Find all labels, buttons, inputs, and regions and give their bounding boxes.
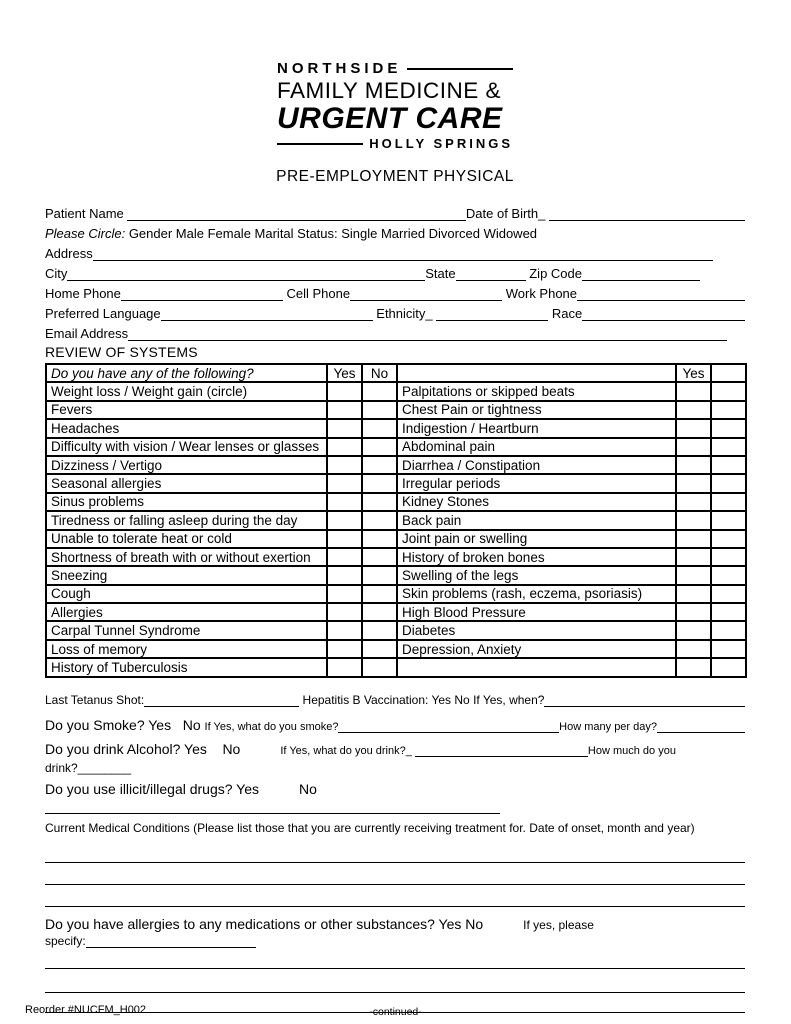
yes-checkbox-cell[interactable]: [676, 530, 711, 548]
table-header-row: [46, 364, 746, 382]
symptom-row: [46, 585, 746, 603]
symptom-row: [46, 419, 746, 437]
yes-checkbox-cell[interactable]: [327, 419, 362, 437]
yes-checkbox-cell[interactable]: [676, 640, 711, 658]
symptom-label-left: Unable to tolerate heat or cold: [46, 530, 327, 548]
tetanus-label: Last Tetanus Shot:: [45, 692, 145, 707]
allergy-if-yes-label: If yes, please: [523, 917, 594, 932]
symptom-row: [46, 401, 746, 419]
yes-checkbox-cell[interactable]: [676, 548, 711, 566]
symptom-label-left: Weight loss / Weight gain (circle): [46, 382, 327, 400]
no-checkbox-cell[interactable]: [362, 621, 397, 639]
conditions-line-3[interactable]: [45, 885, 745, 907]
no-checkbox-cell[interactable]: [711, 419, 746, 437]
symptom-row: [46, 474, 746, 492]
ethnicity-label: Ethnicity_: [372, 306, 437, 321]
symptom-label-left: Fevers: [46, 401, 327, 419]
clinic-logo: [277, 60, 513, 151]
logo-rule-right: [407, 68, 513, 70]
preferred-language-blank[interactable]: [161, 306, 373, 321]
yes-checkbox-cell[interactable]: [327, 640, 362, 658]
no-checkbox-cell[interactable]: [711, 530, 746, 548]
symptom-label-left: Shortness of breath with or without exertion: [46, 548, 327, 566]
email-blank[interactable]: [128, 326, 727, 341]
yes-checkbox-cell[interactable]: [676, 511, 711, 529]
cell-phone-blank[interactable]: [350, 286, 502, 301]
address-blank[interactable]: [93, 246, 713, 261]
home-phone-blank[interactable]: [121, 286, 283, 301]
allergy-line-2[interactable]: [45, 969, 745, 993]
yes-checkbox-cell[interactable]: [327, 585, 362, 603]
language-ethnicity-race-row: [45, 301, 745, 321]
no-checkbox-cell[interactable]: [711, 474, 746, 492]
allergy-row: [45, 915, 745, 932]
allergy-specify-row: [45, 932, 745, 948]
home-phone-label: Home Phone: [45, 286, 121, 301]
no-checkbox-cell[interactable]: [362, 566, 397, 584]
patient-name-label: Patient Name: [45, 206, 128, 221]
symptom-row: [46, 640, 746, 658]
no-checkbox-cell[interactable]: [711, 401, 746, 419]
logo-rule-left: [277, 143, 363, 145]
symptom-label-right: Indigestion / Heartburn: [397, 419, 676, 437]
symptom-label-right: [397, 658, 676, 676]
symptom-label-left: Sneezing: [46, 566, 327, 584]
preferred-language-label: Preferred Language: [45, 306, 161, 321]
symptom-row: [46, 530, 746, 548]
email-row: [45, 321, 745, 341]
yes-checkbox-cell[interactable]: [327, 493, 362, 511]
symptom-row: [46, 603, 746, 621]
symptom-row: [46, 511, 746, 529]
hepatitis-label: Hepatitis B Vaccination: Yes No If Yes, when?: [299, 692, 545, 707]
header-blank: [397, 364, 676, 382]
race-blank[interactable]: [582, 306, 745, 321]
logo-holly-springs-text: HOLLY SPRINGS: [369, 136, 513, 151]
symptom-label-left: Headaches: [46, 419, 327, 437]
symptom-label-right: Abdominal pain: [397, 438, 676, 456]
alcohol-cont-row: [45, 759, 745, 775]
symptom-row: [46, 493, 746, 511]
header-blank-right: [711, 364, 746, 382]
yes-checkbox-cell[interactable]: [327, 621, 362, 639]
city-state-zip-row: [45, 261, 745, 281]
yes-checkbox-cell[interactable]: [676, 456, 711, 474]
no-checkbox-cell[interactable]: [362, 382, 397, 400]
reorder-code: Reorder #NUCFM_H002: [25, 1004, 147, 1016]
symptom-label-left: Difficulty with vision / Wear lenses or glasses: [46, 438, 327, 456]
yes-checkbox-cell[interactable]: [327, 566, 362, 584]
yes-checkbox-cell[interactable]: [676, 419, 711, 437]
yes-checkbox-cell[interactable]: [327, 548, 362, 566]
no-checkbox-cell[interactable]: [711, 566, 746, 584]
tetanus-blank[interactable]: [144, 692, 299, 707]
symptom-label-left: Allergies: [46, 603, 327, 621]
city-blank[interactable]: [67, 266, 425, 281]
yes-checkbox-cell[interactable]: [327, 382, 362, 400]
smoke-row: [45, 715, 745, 733]
dob-label: Date of Birth_: [465, 206, 549, 221]
no-checkbox-cell[interactable]: [711, 658, 746, 676]
symptom-label-right: Back pain: [397, 511, 676, 529]
alcohol-row: [45, 739, 745, 757]
smoke-question: Do you Smoke? Yes No: [45, 716, 205, 733]
symptom-label-right: Swelling of the legs: [397, 566, 676, 584]
symptom-label-right: Depression, Anxiety: [397, 640, 676, 658]
city-label: City: [45, 266, 68, 281]
header-yes-right: Yes: [676, 364, 711, 382]
no-checkbox-cell[interactable]: [362, 493, 397, 511]
yes-checkbox-cell[interactable]: [676, 493, 711, 511]
no-checkbox-cell[interactable]: [711, 585, 746, 603]
tetanus-row: [45, 689, 745, 707]
no-checkbox-cell[interactable]: [362, 474, 397, 492]
demographics-section: [45, 201, 745, 341]
symptom-label-right: History of broken bones: [397, 548, 676, 566]
symptom-row: [46, 438, 746, 456]
symptom-label-right: Diarrhea / Constipation: [397, 456, 676, 474]
work-phone-label: Work Phone: [502, 286, 578, 301]
patient-name-row: [45, 201, 745, 221]
no-checkbox-cell[interactable]: [711, 640, 746, 658]
symptom-row: [46, 566, 746, 584]
yes-checkbox-cell[interactable]: [327, 438, 362, 456]
yes-checkbox-cell[interactable]: [327, 456, 362, 474]
symptom-label-left: Dizziness / Vertigo: [46, 456, 327, 474]
ethnicity-blank[interactable]: [436, 306, 548, 321]
header-yes-left: Yes: [327, 364, 362, 382]
no-checkbox-cell[interactable]: [711, 382, 746, 400]
yes-checkbox-cell[interactable]: [327, 474, 362, 492]
logo-family-medicine-text: FAMILY MEDICINE &: [277, 78, 501, 103]
no-checkbox-cell[interactable]: [362, 456, 397, 474]
drugs-no-option[interactable]: No: [299, 780, 317, 797]
no-checkbox-cell[interactable]: [711, 438, 746, 456]
symptom-row: [46, 548, 746, 566]
allergy-line-1[interactable]: [45, 947, 745, 969]
symptom-label-right: Skin problems (rash, eczema, psoriasis): [397, 585, 676, 603]
zip-label: Zip Code: [525, 266, 582, 281]
no-checkbox-cell[interactable]: [711, 493, 746, 511]
no-checkbox-cell[interactable]: [362, 511, 397, 529]
yes-checkbox-cell[interactable]: [676, 438, 711, 456]
yes-checkbox-cell[interactable]: [676, 474, 711, 492]
conditions-label: Current Medical Conditions (Please list those that you are currently receiving treatment for. Date of onset, month and year): [45, 820, 695, 835]
cell-phone-label: Cell Phone: [282, 286, 351, 301]
address-label: Address: [45, 246, 93, 261]
yes-checkbox-cell[interactable]: [676, 585, 711, 603]
state-label: State: [425, 266, 456, 281]
yes-checkbox-cell[interactable]: [676, 401, 711, 419]
no-checkbox-cell[interactable]: [362, 401, 397, 419]
continued-label: -continued-: [369, 1006, 422, 1018]
symptom-row: [46, 382, 746, 400]
race-label: Race: [548, 306, 583, 321]
symptom-label-left: Cough: [46, 585, 327, 603]
no-checkbox-cell[interactable]: [711, 548, 746, 566]
yes-checkbox-cell[interactable]: [327, 530, 362, 548]
no-checkbox-cell[interactable]: [362, 548, 397, 566]
alcohol-what-blank[interactable]: [415, 742, 588, 757]
patient-name-blank[interactable]: [127, 206, 466, 221]
review-of-systems-table: [45, 363, 747, 678]
symptom-label-left: Seasonal allergies: [46, 474, 327, 492]
header-question: Do you have any of the following?: [46, 364, 327, 382]
no-checkbox-cell[interactable]: [362, 530, 397, 548]
hepatitis-when-blank[interactable]: [544, 692, 745, 707]
symptom-label-left: Carpal Tunnel Syndrome: [46, 621, 327, 639]
email-label: Email Address: [45, 326, 129, 341]
no-checkbox-cell[interactable]: [711, 456, 746, 474]
symptom-label-left: Loss of memory: [46, 640, 327, 658]
symptom-row: [46, 658, 746, 676]
no-checkbox-cell[interactable]: [362, 585, 397, 603]
yes-checkbox-cell[interactable]: [676, 603, 711, 621]
drugs-question: Do you use illicit/illegal drugs? Yes: [45, 780, 260, 797]
symptom-label-left: Sinus problems: [46, 493, 327, 511]
no-checkbox-cell[interactable]: [362, 438, 397, 456]
zip-blank[interactable]: [582, 266, 700, 281]
no-checkbox-cell[interactable]: [711, 621, 746, 639]
form-page: [45, 0, 745, 1013]
no-checkbox-cell[interactable]: [362, 658, 397, 676]
yes-checkbox-cell[interactable]: [327, 401, 362, 419]
address-row: [45, 241, 745, 261]
yes-checkbox-cell[interactable]: [327, 511, 362, 529]
ros-table-body: [46, 382, 746, 676]
alcohol-drink-cont-label: drink?________: [45, 760, 132, 775]
no-checkbox-cell[interactable]: [711, 511, 746, 529]
phones-row: [45, 281, 745, 301]
review-of-systems-heading: REVIEW OF SYSTEMS: [45, 344, 198, 360]
symptom-label-right: Joint pain or swelling: [397, 530, 676, 548]
state-blank[interactable]: [456, 266, 526, 281]
symptom-label-right: Kidney Stones: [397, 493, 676, 511]
smoke-what-blank[interactable]: [338, 718, 559, 733]
symptom-row: [46, 456, 746, 474]
symptom-label-right: Diabetes: [397, 621, 676, 639]
symptom-row: [46, 621, 746, 639]
alcohol-question: Do you drink Alcohol? Yes No: [45, 740, 241, 757]
yes-checkbox-cell[interactable]: [676, 621, 711, 639]
drugs-answer-line[interactable]: [45, 813, 500, 814]
allergy-specify-blank[interactable]: [86, 935, 256, 948]
gender-marital-options[interactable]: Gender Male Female Marital Status: Single Married Divorced Widowed: [125, 226, 538, 241]
allergy-specify-label: specify:: [45, 933, 86, 948]
logo-urgent-care-text: URGENT CARE: [277, 102, 503, 135]
no-checkbox-cell[interactable]: [711, 603, 746, 621]
symptom-label-left: Tiredness or falling asleep during the day: [46, 511, 327, 529]
yes-checkbox-cell[interactable]: [327, 658, 362, 676]
work-phone-blank[interactable]: [577, 286, 745, 301]
no-checkbox-cell[interactable]: [362, 419, 397, 437]
alcohol-detail-label: If Yes, what do you drink?_: [280, 744, 415, 757]
dob-blank[interactable]: [549, 206, 745, 221]
symptom-label-right: Irregular periods: [397, 474, 676, 492]
conditions-line-2[interactable]: [45, 863, 745, 885]
form-title: PRE-EMPLOYMENT PHYSICAL: [276, 168, 514, 185]
header-no-left: No: [362, 364, 397, 382]
smoke-per-day-label: How many per day?: [559, 720, 657, 733]
symptom-label-left: History of Tuberculosis: [46, 658, 327, 676]
conditions-line-1[interactable]: [45, 841, 745, 863]
circle-row: [45, 221, 745, 241]
yes-checkbox-cell[interactable]: [676, 382, 711, 400]
smoke-detail-label: If Yes, what do you smoke?: [204, 720, 339, 733]
symptom-label-right: Chest Pain or tightness: [397, 401, 676, 419]
yes-checkbox-cell[interactable]: [327, 603, 362, 621]
symptom-label-right: Palpitations or skipped beats: [397, 382, 676, 400]
allergy-question: Do you have allergies to any medications or other substances? Yes No: [45, 915, 484, 932]
yes-checkbox-cell[interactable]: [676, 566, 711, 584]
please-circle-label: Please Circle:: [45, 226, 126, 241]
alcohol-how-much-label: How much do you: [587, 744, 676, 757]
logo-northside-text: NORTHSIDE: [277, 60, 402, 77]
no-checkbox-cell[interactable]: [362, 640, 397, 658]
yes-checkbox-cell[interactable]: [676, 658, 711, 676]
smoke-per-day-blank[interactable]: [657, 718, 745, 733]
drugs-row: [45, 779, 745, 797]
no-checkbox-cell[interactable]: [362, 603, 397, 621]
symptom-label-right: High Blood Pressure: [397, 603, 676, 621]
